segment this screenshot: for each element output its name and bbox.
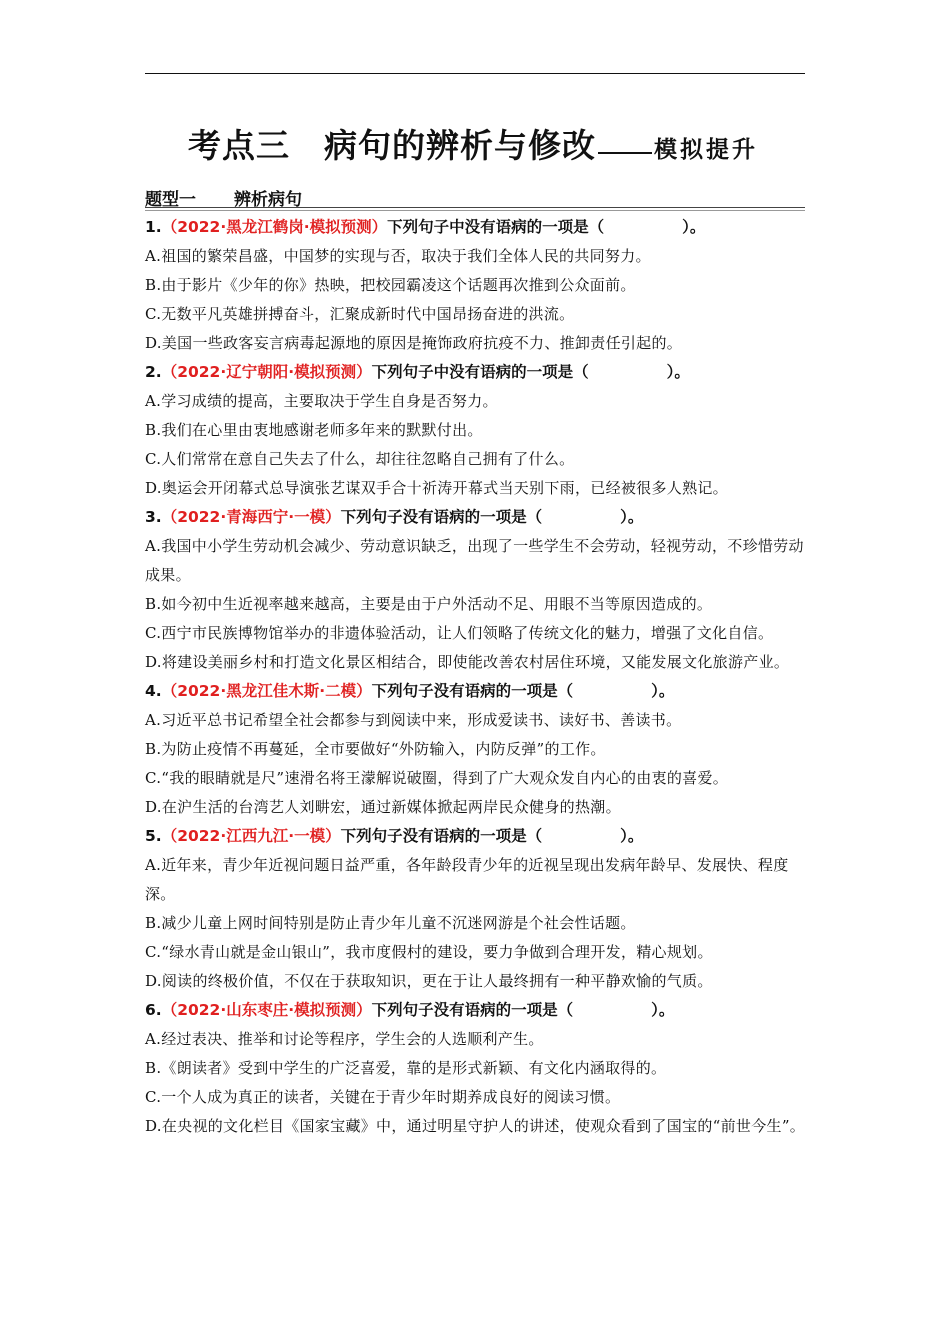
option-item: B.《朗读者》受到中学生的广泛喜爱，靠的是形式新颖、有文化内涵取得的。 <box>145 1059 667 1077</box>
question-stem <box>145 677 810 706</box>
option-item: C.“我的眼睛就是尺”速滑名将王濛解说破圈，得到了广大观众发自内心的由衷的喜爱。 <box>145 769 729 787</box>
title-dash <box>598 152 652 154</box>
question-source: （2022·黑龙江佳木斯·二模） <box>161 682 372 700</box>
option-item: B.为防止疫情不再蔓延，全市要做好“外防输入，内防反弹”的工作。 <box>145 740 606 758</box>
question-stem <box>145 358 810 387</box>
question-number: 5. <box>145 827 162 845</box>
question-end: ）。 <box>651 1001 675 1019</box>
option-item: D.美国一些政客妄言病毒起源地的原因是掩饰政府抗疫不力、推卸责任引起的。 <box>145 334 683 352</box>
question-source: （2022·山东枣庄·模拟预测） <box>161 1001 372 1019</box>
question-stem <box>145 822 810 851</box>
question-number: 2. <box>145 363 162 381</box>
question-number: 3. <box>145 508 162 526</box>
question-5 <box>145 822 810 996</box>
page-title <box>188 120 758 167</box>
question-text: 下列句子没有语病的一项是（ <box>371 1001 574 1019</box>
option-item: B.减少儿童上网时间特别是防止青少年儿童不沉迷网游是个社会性话题。 <box>145 914 636 932</box>
option-item: C.无数平凡英雄拼搏奋斗，汇聚成新时代中国昂扬奋进的洪流。 <box>145 305 575 323</box>
question-6 <box>145 996 810 1141</box>
question-end: ）。 <box>651 682 675 700</box>
question-stem <box>145 996 810 1025</box>
option-item: D.奥运会开闭幕式总导演张艺谋双手合十祈涛开幕式当天别下雨，已经被很多人熟记。 <box>145 479 728 497</box>
option-item: A.祖国的繁荣昌盛，中国梦的实现与否，取决于我们全体人民的共同努力。 <box>145 247 651 265</box>
question-end: ）。 <box>620 827 644 845</box>
option-item: A.学习成绩的提高，主要取决于学生自身是否努力。 <box>145 392 498 410</box>
title-main: 考点三 病句的辨析与修改 <box>188 126 596 165</box>
question-text: 下列句子没有语病的一项是（ <box>371 682 574 700</box>
question-source: （2022·辽宁朝阳·模拟预测） <box>161 363 372 381</box>
section-name: 辨析病句 <box>234 190 302 210</box>
header-rule <box>145 73 805 74</box>
question-4 <box>145 677 810 822</box>
option-item: D.将建设美丽乡村和打造文化景区相结合，即使能改善农村居住环境，又能发展文化旅游产业。 <box>145 653 790 671</box>
option-item: B.由于影片《少年的你》热映，把校园霸凌这个话题再次推到公众面前。 <box>145 276 636 294</box>
question-stem <box>145 213 810 242</box>
question-source: （2022·江西九江·一模） <box>161 827 341 845</box>
option-item: C.“绿水青山就是金山银山”，我市度假村的建设，要力争做到合理开发，精心规划。 <box>145 943 713 961</box>
question-source: （2022·青海西宁·一模） <box>161 508 341 526</box>
section-heading <box>145 185 805 208</box>
question-list <box>145 213 810 1141</box>
question-end: ）。 <box>666 363 690 381</box>
option-item: D.在沪生活的台湾艺人刘畊宏，通过新媒体掀起两岸民众健身的热潮。 <box>145 798 621 816</box>
question-3 <box>145 503 810 677</box>
option-item: C.人们常常在意自己失去了什么，却往往忽略自己拥有了什么。 <box>145 450 575 468</box>
question-1 <box>145 213 810 358</box>
question-text: 下列句子没有语病的一项是（ <box>340 827 543 845</box>
title-subtitle: 模拟提升 <box>654 136 758 163</box>
option-item: A.近年来，青少年近视问题日益严重，各年龄段青少年的近视呈现出发病年龄早、发展快、程度深。 <box>145 856 789 903</box>
section-label: 题型一 <box>145 190 196 210</box>
option-item: B.我们在心里由衷地感谢老师多年来的默默付出。 <box>145 421 483 439</box>
option-item: D.阅读的终极价值，不仅在于获取知识，更在于让人最终拥有一种平静欢愉的气质。 <box>145 972 713 990</box>
option-item: C.西宁市民族博物馆举办的非遗体验活动，让人们领略了传统文化的魅力，增强了文化自信。 <box>145 624 774 642</box>
question-number: 6. <box>145 1001 162 1019</box>
option-item: B.如今初中生近视率越来越高，主要是由于户外活动不足、用眼不当等原因造成的。 <box>145 595 713 613</box>
option-item: C.一个人成为真正的读者，关键在于青少年时期养成良好的阅读习惯。 <box>145 1088 621 1106</box>
question-text: 下列句子没有语病的一项是（ <box>340 508 543 526</box>
option-item: A.我国中小学生劳动机会减少、劳动意识缺乏，出现了一些学生不会劳动，轻视劳动，不珍惜劳动成果。 <box>145 537 804 584</box>
question-end: ）。 <box>620 508 644 526</box>
question-number: 1. <box>145 218 162 236</box>
question-text: 下列句子中没有语病的一项是（ <box>387 218 605 236</box>
option-item: D.在央视的文化栏目《国家宝藏》中，通过明星守护人的讲述，使观众看到了国宝的“前世今生”。 <box>145 1117 806 1135</box>
question-source: （2022·黑龙江鹤岗·模拟预测） <box>161 218 388 236</box>
question-end: ）。 <box>682 218 706 236</box>
question-number: 4. <box>145 682 162 700</box>
option-item: A.习近平总书记希望全社会都参与到阅读中来，形成爱读书、读好书、善读书。 <box>145 711 682 729</box>
question-2 <box>145 358 810 503</box>
question-stem <box>145 503 810 532</box>
question-text: 下列句子中没有语病的一项是（ <box>371 363 589 381</box>
option-item: A.经过表决、推举和讨论等程序，学生会的人选顺利产生。 <box>145 1030 544 1048</box>
